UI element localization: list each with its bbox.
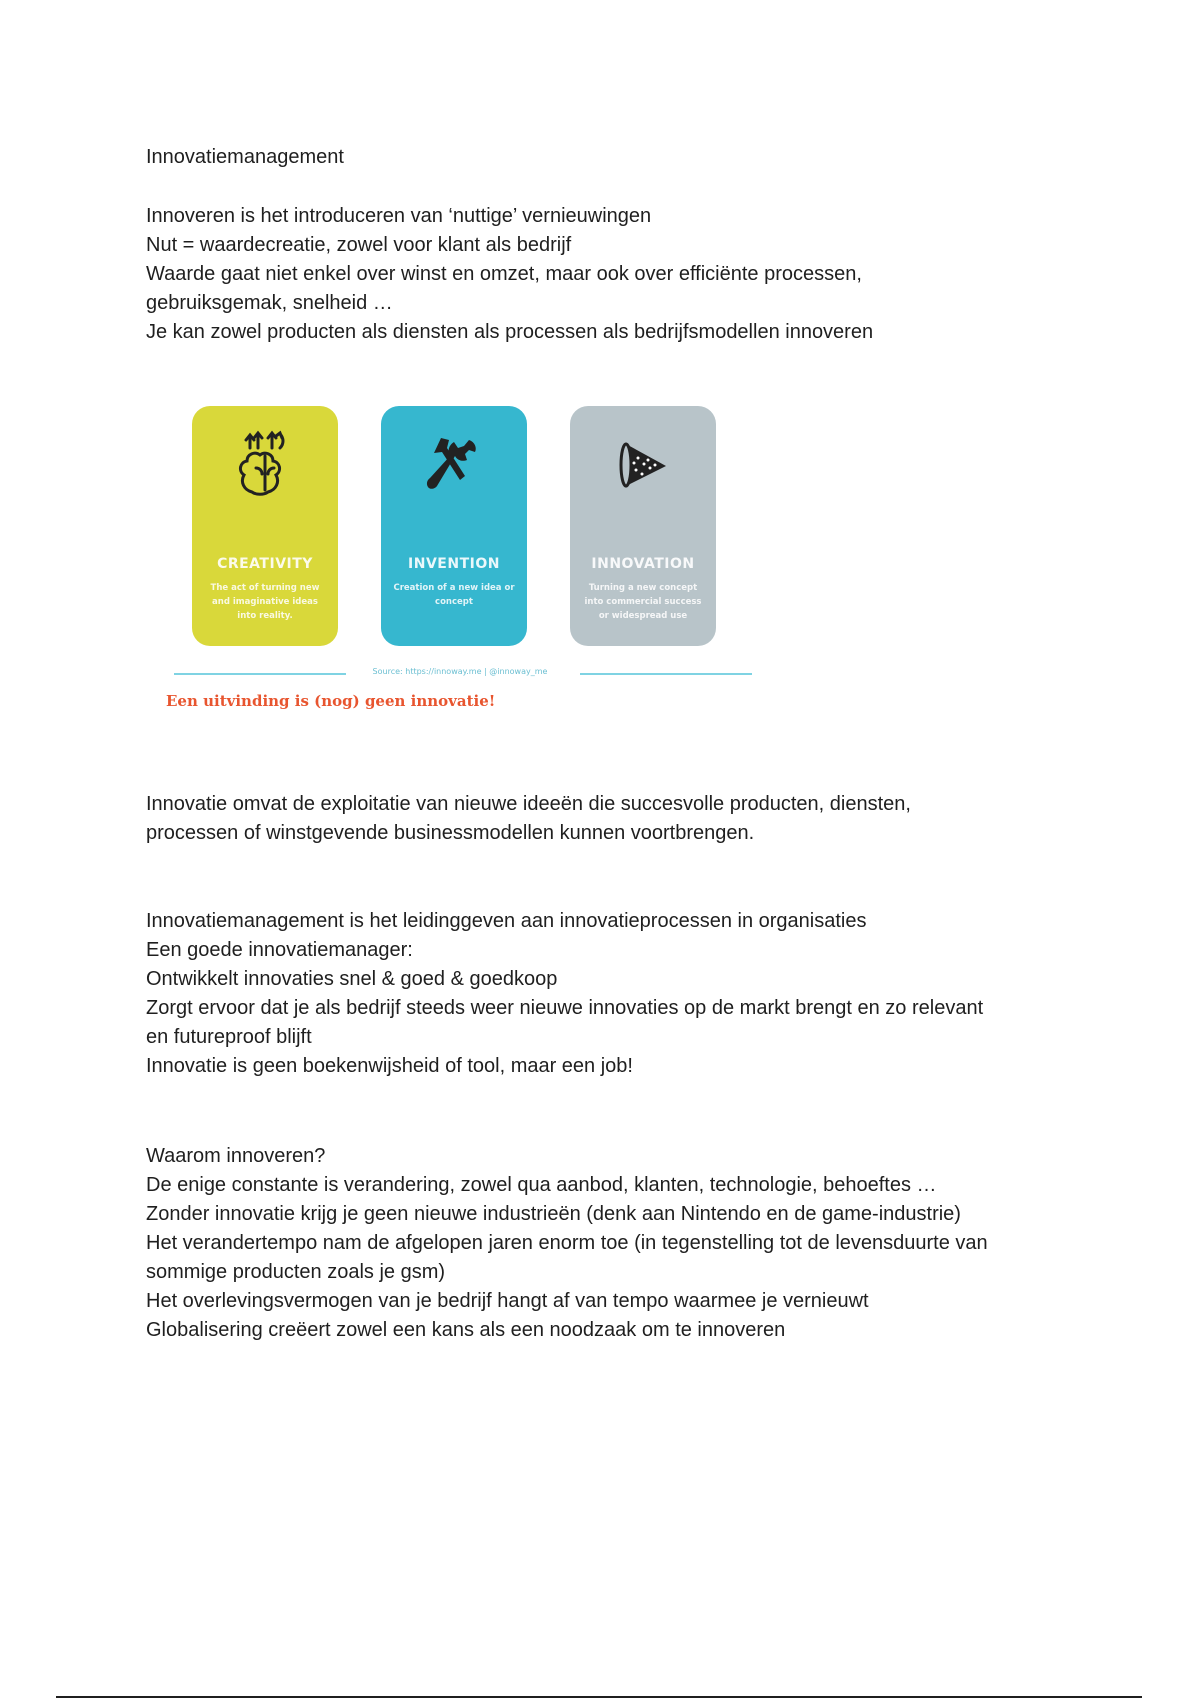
source-caption: Source: https://innoway.me | @innoway_me [372, 667, 548, 676]
tools-icon [419, 430, 489, 500]
paragraph: Je kan zowel producten als diensten als processen als bedrijfsmodellen innoveren [146, 321, 874, 343]
card-title: INNOVATION [591, 556, 695, 572]
card-description: The act of turning new and imaginative ideas into reality. [210, 583, 320, 621]
bottom-rule [56, 1696, 1142, 1698]
paragraph: Innoveren is het introduceren van ‘nuttige’ vernieuwingen [146, 205, 652, 227]
why-section [146, 1142, 1096, 1345]
management-section [146, 907, 1096, 1081]
invention-card [381, 406, 527, 646]
definition-section [146, 790, 1096, 848]
section-heading: Waarom innoveren? [146, 1145, 326, 1167]
brain-icon [230, 430, 300, 500]
divider [580, 673, 752, 675]
innovation-card [570, 406, 716, 646]
paragraph: Het verandertempo nam de afgelopen jaren enorm toe (in tegenstelling tot de levensduurte van sommige producten zoals je gsm) [146, 1232, 988, 1283]
megaphone-icon [608, 430, 678, 500]
paragraph: De enige constante is verandering, zowel qua aanbod, klanten, technologie, behoeftes … [146, 1174, 937, 1196]
paragraph: Globalisering creëert zowel een kans als een noodzaak om te innoveren [146, 1319, 786, 1341]
paragraph: Ontwikkelt innovaties snel & goed & goedkoop [146, 968, 558, 990]
card-description: Turning a new concept into commercial success or widespread use [584, 583, 702, 621]
card-description: Creation of a new idea or concept [393, 583, 515, 607]
paragraph: Waarde gaat niet enkel over winst en omzet, maar ook over efficiënte processen, gebruiksgemak, snelheid … [146, 263, 862, 314]
paragraph: Innovatie is geen boekenwijsheid of tool, maar een job! [146, 1055, 633, 1077]
intro-section [146, 202, 1096, 347]
warning-text: Een uitvinding is (nog) geen innovatie! [166, 692, 496, 710]
paragraph: Zonder innovatie krijg je geen nieuwe industrieën (denk aan Nintendo en de game-industrie) [146, 1203, 961, 1225]
paragraph: Innovatie omvat de exploitatie van nieuwe ideeën die succesvolle producten, diensten, processen of winstgevende businessmodellen kunnen voortbrengen. [146, 793, 911, 844]
page-title: Innovatiemanagement [146, 146, 344, 168]
innovation-figure [150, 384, 780, 724]
creativity-card [192, 406, 338, 646]
paragraph: Zorgt ervoor dat je als bedrijf steeds weer nieuwe innovaties op de markt brengt en zo relevant en futureproof blijft [146, 997, 984, 1048]
paragraph: Het overlevingsvermogen van je bedrijf hangt af van tempo waarmee je vernieuwt [146, 1290, 869, 1312]
paragraph: Een goede innovatiemanager: [146, 939, 413, 961]
paragraph: Innovatiemanagement is het leidinggeven aan innovatieprocessen in organisaties [146, 910, 867, 932]
divider [174, 673, 346, 675]
card-title: INVENTION [408, 556, 500, 572]
paragraph: Nut = waardecreatie, zowel voor klant als bedrijf [146, 234, 572, 256]
card-title: CREATIVITY [217, 556, 313, 572]
